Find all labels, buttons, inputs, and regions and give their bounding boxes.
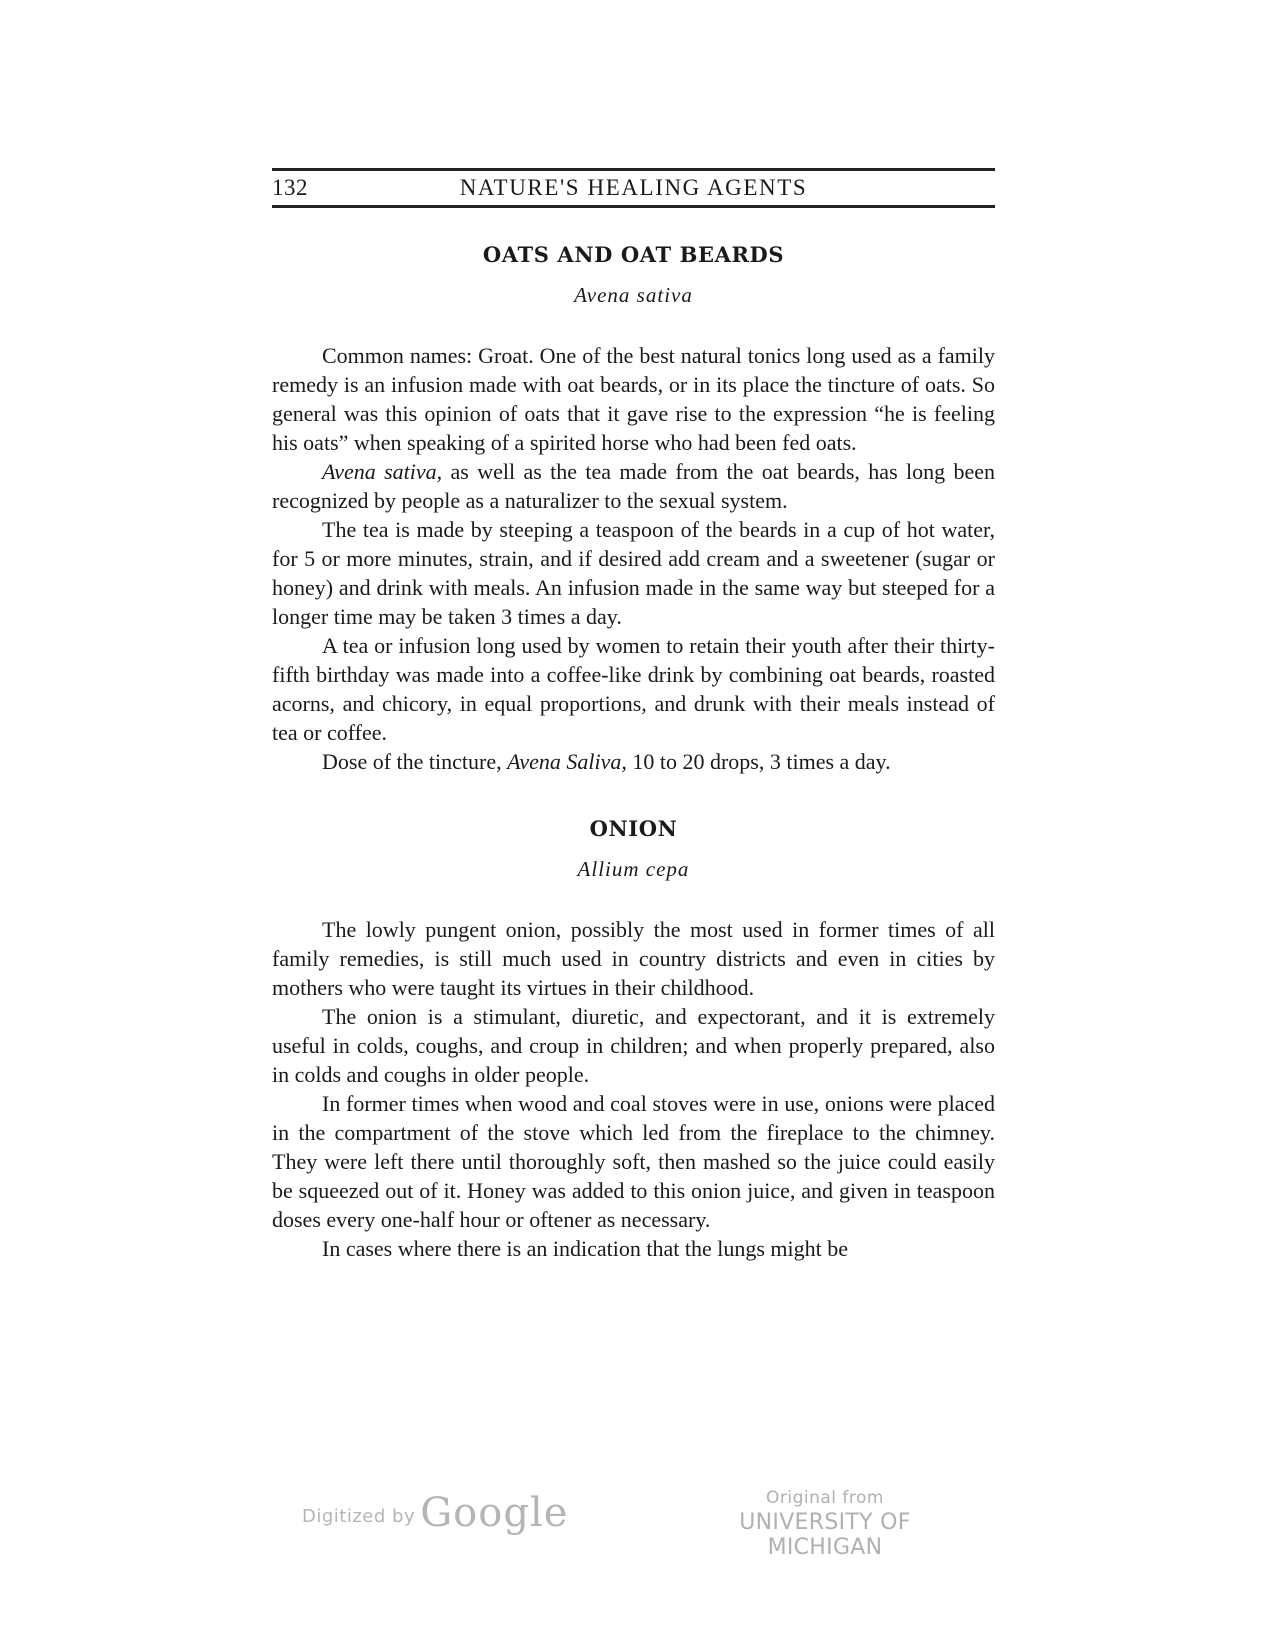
- botanical-name: Allium cepa: [577, 857, 690, 881]
- section-onion: [272, 814, 995, 1263]
- page-number: 132: [272, 175, 308, 200]
- original-source-watermark: Original from UNIVERSITY OF MICHIGAN: [695, 1488, 955, 1560]
- paragraph: Dose of the tincture, Avena Saliva, 10 to 20 drops, 3 times a day.: [322, 749, 891, 774]
- paragraph: The lowly pungent onion, possibly the most used in former times of all family remedies, is still much used in country districts and even in cities by mothers who were taught its virtues in their childhood.: [272, 917, 995, 1000]
- botanical-name: Avena sativa: [574, 283, 693, 307]
- paragraph: In cases where there is an indication that the lungs might be: [322, 1236, 849, 1261]
- paragraph: The onion is a stimulant, diuretic, and expectorant, and it is extremely useful in colds, coughs, and croup in children; and when properly prepared, also in colds and coughs in older people.: [272, 1004, 995, 1087]
- italic-term: Avena sativa,: [322, 459, 443, 484]
- paragraph: In former times when wood and coal stoves were in use, onions were placed in the compartment of the stove which led from the fireplace to the chimney. They were left there until thoroughly soft, then mashed so the juice could easily be squeezed out of it. Honey was added to this onion juice, and given in teaspoon doses every one-half hour or oftener as necessary.: [272, 1091, 995, 1232]
- paragraph: A tea or infusion long used by women to retain their youth after their thirty-fifth birthday was made into a coffee-like drink by combining oat beards, roasted acorns, and chicory, in equal proportions, and drunk with their meals instead of tea or coffee.: [272, 633, 995, 745]
- page-content: [272, 240, 995, 1263]
- paragraph: The tea is made by steeping a teaspoon of the beards in a cup of hot water, for 5 or more minutes, strain, and if desired add cream and a sweetener (sugar or honey) and drink with meals. An infusion made in the same way but steeped for a longer time may be taken 3 times a day.: [272, 517, 995, 629]
- running-head: [272, 168, 995, 208]
- google-logo: Google: [420, 1490, 569, 1536]
- institution-name: UNIVERSITY OF MICHIGAN: [739, 1510, 911, 1560]
- section-heading: OATS AND OAT BEARDS: [482, 242, 785, 267]
- paragraph: Avena sativa, as well as the tea made from the oat beards, has long been recognized by people as a naturalizer to the sexual system.: [272, 459, 995, 513]
- italic-term: Avena Saliva,: [507, 749, 627, 774]
- digitization-footer: [0, 1488, 1275, 1568]
- digitized-by-watermark: Digitized by Google: [302, 1490, 569, 1536]
- section-oats: [272, 240, 995, 776]
- running-title: NATURE'S HEALING AGENTS: [459, 175, 808, 200]
- section-heading: ONION: [589, 816, 678, 841]
- paragraph: Common names: Groat. One of the best natural tonics long used as a family remedy is an infusion made with oat beards, or in its place the tincture of oats. So general was this opinion of oats that it gave rise to the expression “he is feeling his oats” when speaking of a spirited horse who had been fed oats.: [272, 343, 995, 455]
